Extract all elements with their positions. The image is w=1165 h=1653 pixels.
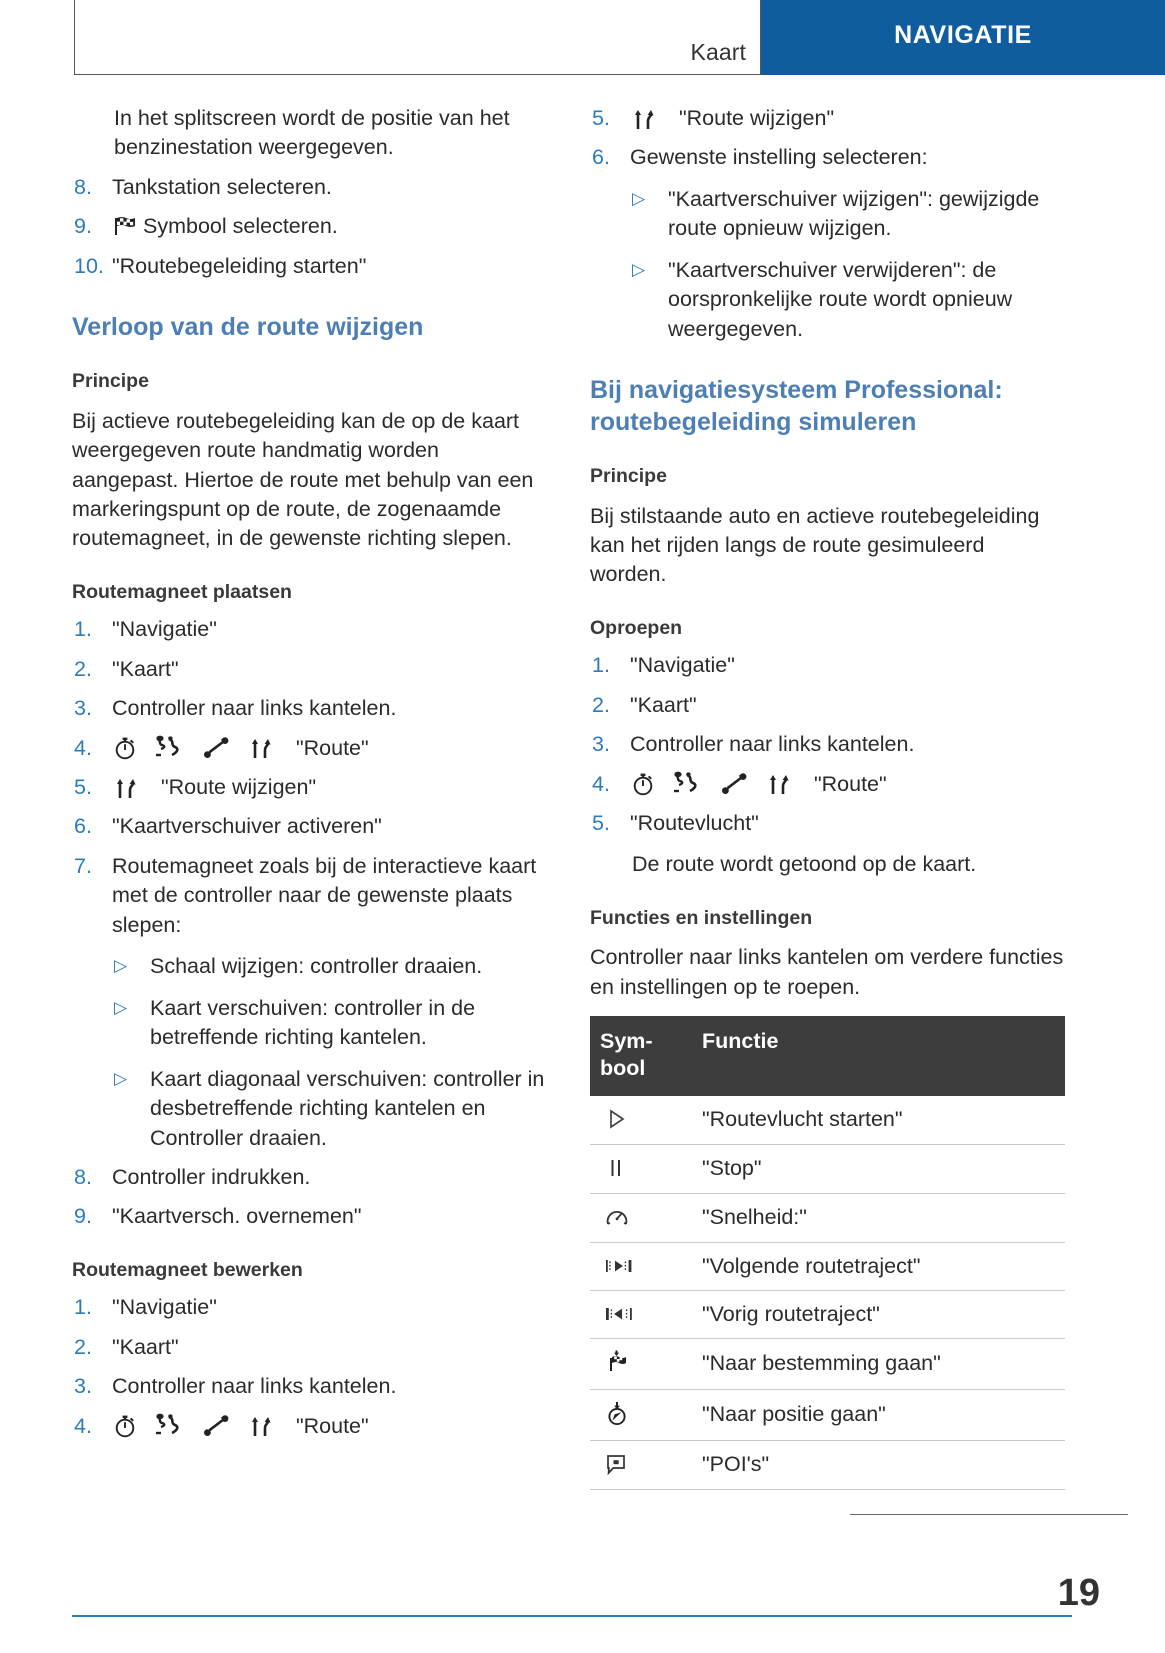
list-item xyxy=(590,770,1065,799)
functies-table xyxy=(590,1016,1065,1490)
sub-list-item xyxy=(114,1065,547,1153)
list-item xyxy=(72,1412,547,1441)
list-item-number: 10. xyxy=(74,253,104,278)
list-item xyxy=(72,852,547,940)
previous-segment-icon xyxy=(604,1303,638,1325)
list-item xyxy=(72,694,547,723)
table-cell-functie: "Snelheid:" xyxy=(692,1193,1065,1242)
list-item-number: 3. xyxy=(74,696,92,721)
play-triangle-icon xyxy=(604,1107,628,1131)
list-item-text: "Kaartverschuiver activeren" xyxy=(112,814,382,839)
table-row xyxy=(590,1096,1065,1145)
list-item-text: Tankstation selecteren. xyxy=(112,174,332,199)
table-header-functie: Functie xyxy=(692,1016,1065,1096)
right-column xyxy=(590,104,1065,1490)
list-item xyxy=(72,212,547,241)
route-fork-icon xyxy=(247,1413,275,1439)
routemagneet-plaatsen-list-tail xyxy=(72,1163,547,1232)
list-item-number: 2. xyxy=(74,656,92,681)
list-item xyxy=(72,773,547,802)
table-row xyxy=(590,1242,1065,1290)
triangle-bullet-icon: ▷ xyxy=(114,997,128,1017)
sub-list-item-text: "Kaartverschuiver verwijderen": de oorspronkelijke route wordt opnieuw weergegeven. xyxy=(668,257,1013,341)
table-cell-functie: "Naar positie gaan" xyxy=(692,1389,1065,1440)
list-item xyxy=(590,730,1065,759)
list-item-text: Symbool selecteren. xyxy=(143,214,338,239)
oproepen-note: De route wordt getoond op de kaart. xyxy=(632,852,977,877)
stopwatch-icon xyxy=(112,1413,138,1439)
subheading-oproepen: Oproepen xyxy=(590,616,683,639)
subheading-principe: Principe xyxy=(72,370,149,393)
table-head xyxy=(590,1016,1065,1096)
table-cell-symbol xyxy=(590,1096,692,1145)
list-item-text: "Routebegeleiding starten" xyxy=(112,253,367,278)
list-item-text: Routemagneet zoals bij de interactieve kaart met de controller naar de gewenste plaats slepen: xyxy=(112,853,537,937)
table-header-symbool: Sym- bool xyxy=(590,1016,692,1096)
list-item-text: "Routevlucht" xyxy=(630,811,759,836)
list-item-number: 1. xyxy=(74,617,92,642)
table-cell-symbol xyxy=(590,1144,692,1193)
table-row xyxy=(590,1440,1065,1489)
list-item-number: 8. xyxy=(74,1165,92,1190)
list-item-text: "Navigatie" xyxy=(112,1295,217,1320)
page-number: 19 xyxy=(1057,1572,1100,1614)
table-cell-functie: "Routevlucht starten" xyxy=(692,1096,1065,1145)
subheading-principe: Principe xyxy=(590,465,667,488)
winding-road-icon xyxy=(153,1413,187,1439)
list-item-number: 6. xyxy=(74,814,92,839)
list-item xyxy=(72,1293,547,1322)
route-fork-icon xyxy=(630,106,658,132)
next-segment-icon xyxy=(604,1255,638,1277)
table-cell-symbol xyxy=(590,1338,692,1389)
list-item-number: 5. xyxy=(592,811,610,836)
speedometer-icon xyxy=(604,1205,630,1229)
table-row xyxy=(590,1193,1065,1242)
list-item-number: 5. xyxy=(74,775,92,800)
stopwatch-icon xyxy=(630,771,656,797)
table-row xyxy=(590,1290,1065,1338)
list-item xyxy=(72,615,547,644)
routemagneet-bewerken-list xyxy=(72,1293,547,1441)
table-row xyxy=(590,1144,1065,1193)
left-column xyxy=(72,104,547,1441)
list-item-number: 6. xyxy=(592,145,610,170)
continuation-note: In het splitscreen wordt de positie van het benzinestation weergegeven. xyxy=(114,106,510,160)
header-section-title: NAVIGATIE xyxy=(894,21,1032,49)
list-item-text: "Kaart" xyxy=(112,1334,179,1359)
list-item-number: 4. xyxy=(74,1413,92,1438)
list-item-text: Gewenste instelling selecteren: xyxy=(630,145,928,170)
table-cell-functie: "Volgende routetraject" xyxy=(692,1242,1065,1290)
header-chapter-box xyxy=(74,0,761,75)
header-chapter-title: Kaart xyxy=(690,39,746,65)
winding-road-icon xyxy=(671,771,705,797)
route-points-icon xyxy=(720,771,750,797)
list-item-text: "Navigatie" xyxy=(112,617,217,642)
table-cell-symbol xyxy=(590,1290,692,1338)
right-continued-sublist xyxy=(632,185,1065,344)
subheading-routemagneet-bewerken: Routemagneet bewerken xyxy=(72,1258,303,1281)
table-cell-functie: "Stop" xyxy=(692,1144,1065,1193)
route-fork-icon xyxy=(112,775,140,801)
list-item-number: 3. xyxy=(592,732,610,757)
table-row xyxy=(590,1389,1065,1440)
list-item-text: Controller indrukken. xyxy=(112,1165,311,1190)
list-item-number: 4. xyxy=(592,771,610,796)
list-item xyxy=(72,1372,547,1401)
list-item xyxy=(72,252,547,281)
list-item-number: 4. xyxy=(74,735,92,760)
list-item xyxy=(72,173,547,202)
principe-paragraph: Bij actieve routebegeleiding kan de op de kaart weergegeven route handmatig worden aangepast. Hiertoe de route met behulp van een markeringspunt op de route, de zogenaamde routemagneet, in de gewenste richting slepen. xyxy=(72,408,534,551)
page-header xyxy=(0,0,1165,75)
list-item-number: 3. xyxy=(74,1374,92,1399)
sub-list-item xyxy=(114,952,547,981)
table-cell-functie: "POI's" xyxy=(692,1440,1065,1489)
continued-numbered-list xyxy=(72,173,547,281)
functies-paragraph: Controller naar links kantelen om verdere functies en instellingen op te roepen. xyxy=(590,945,1064,999)
list-item-number: 9. xyxy=(74,214,92,239)
principe-paragraph: Bij stilstaande auto en actieve routebegeleiding kan het rijden langs de route gesimuleerd worden. xyxy=(590,503,1040,587)
sub-list-item-text: Kaart verschuiven: controller in de betreffende richting kantelen. xyxy=(150,995,476,1050)
list-item xyxy=(72,1163,547,1192)
list-item-text: "Navigatie" xyxy=(630,653,735,678)
list-item-number: 8. xyxy=(74,174,92,199)
triangle-bullet-icon: ▷ xyxy=(114,956,128,976)
list-item xyxy=(72,1202,547,1231)
list-item xyxy=(590,104,1065,133)
footer-top-rule xyxy=(850,1514,1128,1515)
stopwatch-icon xyxy=(112,735,138,761)
routemagneet-plaatsen-list xyxy=(72,615,547,940)
list-item-text: Controller naar links kantelen. xyxy=(630,732,915,757)
winding-road-icon xyxy=(153,735,187,761)
table-cell-symbol xyxy=(590,1242,692,1290)
checkered-flag-icon xyxy=(112,215,136,237)
list-item-text: "Kaart" xyxy=(630,692,697,717)
list-item-text: "Kaart" xyxy=(112,656,179,681)
table-body xyxy=(590,1096,1065,1490)
list-item-text: "Route wijzigen" xyxy=(679,106,835,130)
list-item-number: 2. xyxy=(592,692,610,717)
footer-blue-rule xyxy=(72,1615,1072,1617)
oproepen-list xyxy=(590,651,1065,838)
route-fork-icon xyxy=(247,735,275,761)
list-item-text: "Route" xyxy=(296,1413,369,1438)
route-points-icon xyxy=(202,735,232,761)
list-item xyxy=(590,691,1065,720)
header-left-margin xyxy=(0,0,74,75)
sub-list-item-text: Kaart diagonaal verschuiven: controller in desbetreffende richting kantelen en Controller draaien. xyxy=(150,1066,545,1150)
triangle-bullet-icon: ▷ xyxy=(632,188,646,208)
subheading-functies-en-instellingen: Functies en instellingen xyxy=(590,906,813,929)
list-item-number: 1. xyxy=(74,1295,92,1320)
table-header-row xyxy=(590,1016,1065,1096)
section-heading-verloop: Verloop van de route wijzigen xyxy=(72,313,424,342)
list-item-text: "Route" xyxy=(296,735,369,760)
list-item xyxy=(72,1333,547,1362)
list-item xyxy=(72,655,547,684)
list-item-text: "Kaartversch. overnemen" xyxy=(112,1204,362,1229)
poi-callout-icon xyxy=(604,1452,628,1476)
subheading-routemagneet-plaatsen: Routemagneet plaatsen xyxy=(72,580,292,603)
route-fork-icon xyxy=(765,771,793,797)
table-cell-functie: "Vorig routetraject" xyxy=(692,1290,1065,1338)
list-item-number: 1. xyxy=(592,653,610,678)
sub-list-item-text: "Kaartverschuiver wijzigen": gewijzigde route opnieuw wijzigen. xyxy=(668,186,1040,241)
list-item xyxy=(72,812,547,841)
right-continued-list xyxy=(590,104,1065,173)
pause-icon xyxy=(604,1156,628,1180)
section-heading-simuleren: Bij navigatiesysteem Professional: routebegeleiding simuleren xyxy=(590,376,1003,437)
list-item-text: Controller naar links kantelen. xyxy=(112,1374,397,1399)
triangle-bullet-icon: ▷ xyxy=(114,1068,128,1088)
sub-list-item xyxy=(632,185,1065,244)
current-position-icon xyxy=(604,1401,630,1427)
list-item xyxy=(72,734,547,763)
list-item xyxy=(590,651,1065,680)
table-cell-symbol xyxy=(590,1193,692,1242)
route-points-icon xyxy=(202,1413,232,1439)
destination-flag-icon xyxy=(604,1350,630,1376)
list-item-number: 7. xyxy=(74,853,92,878)
list-item xyxy=(590,809,1065,838)
list-item-text: "Route wijzigen" xyxy=(161,775,317,800)
table-row xyxy=(590,1338,1065,1389)
table-cell-symbol xyxy=(590,1440,692,1489)
routemagneet-plaatsen-sublist xyxy=(114,952,547,1153)
list-item-text: "Route" xyxy=(814,771,887,796)
list-item xyxy=(590,143,1065,172)
list-item-number: 5. xyxy=(592,106,610,130)
header-section-band xyxy=(761,0,1165,75)
sub-list-item xyxy=(632,256,1065,344)
table-cell-functie: "Naar bestemming gaan" xyxy=(692,1338,1065,1389)
table-cell-symbol xyxy=(590,1389,692,1440)
sub-list-item-text: Schaal wijzigen: controller draaien. xyxy=(150,954,483,979)
list-item-number: 9. xyxy=(74,1204,92,1229)
list-item-number: 2. xyxy=(74,1334,92,1359)
triangle-bullet-icon: ▷ xyxy=(632,259,646,279)
list-item-text: Controller naar links kantelen. xyxy=(112,696,397,721)
sub-list-item xyxy=(114,994,547,1053)
